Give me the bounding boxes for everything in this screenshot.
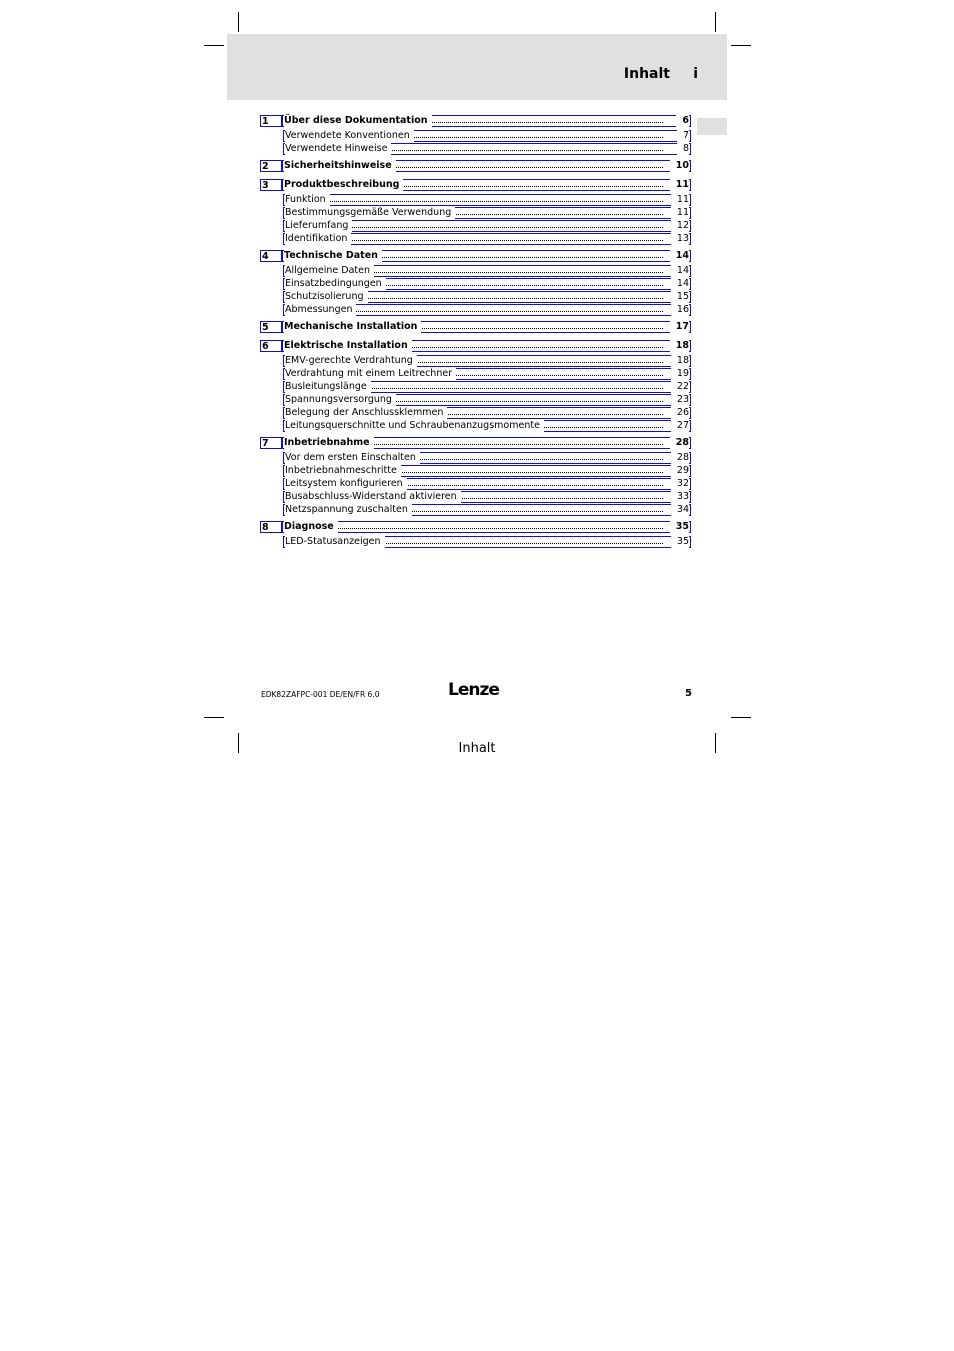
toc-title: EMV-gerechte Verdrahtung [285,355,417,367]
toc-chapter-1[interactable] [260,115,691,127]
toc-section[interactable] [260,220,691,232]
toc-title: Netzspannung zuschalten [285,504,412,516]
crop-mark [238,12,239,32]
toc-page: 11 [671,207,689,219]
crop-mark [731,717,751,718]
toc-page: 34 [671,504,689,516]
toc-page: 8 [677,143,689,155]
toc-chapter-number: 7 [260,437,282,449]
toc-section[interactable] [260,143,691,155]
toc-page: 18 [671,355,689,367]
toc-chapter-2[interactable] [260,160,691,172]
toc-page: 13 [671,233,689,245]
toc-section[interactable] [260,394,691,406]
toc-title: Sicherheitshinweise [284,160,396,172]
toc-title: Technische Daten [284,250,382,262]
toc-page: 29 [671,465,689,477]
toc-section[interactable] [260,291,691,303]
toc-page: 14 [670,250,689,262]
toc-title: Funktion [285,194,330,206]
toc-title: Inbetriebnahmeschritte [285,465,401,477]
toc-section[interactable] [260,478,691,490]
toc-page: 11 [671,194,689,206]
toc-page: 16 [671,304,689,316]
toc-section[interactable] [260,355,691,367]
toc-chapter-number: 2 [260,160,282,172]
toc-title: Elektrische Installation [284,340,412,352]
toc-page: 23 [671,394,689,406]
toc-section[interactable] [260,504,691,516]
page-number: 5 [685,688,692,699]
crop-mark [204,717,224,718]
toc-section[interactable] [260,265,691,277]
toc-chapter-number: 1 [260,115,282,127]
toc-section[interactable] [260,407,691,419]
toc-page: 12 [671,220,689,232]
toc-section[interactable] [260,452,691,464]
toc-title: Schutzisolierung [285,291,368,303]
info-icon: i [693,66,698,82]
toc-page: 32 [671,478,689,490]
toc-section[interactable] [260,381,691,393]
toc-page: 17 [670,321,689,333]
toc-title: Bestimmungsgemäße Verwendung [285,207,455,219]
toc-title: Belegung der Anschlussklemmen [285,407,447,419]
toc-title: Über diese Dokumentation [284,115,432,127]
toc-title: Diagnose [284,521,338,533]
toc-page: 26 [671,407,689,419]
toc-title: Abmessungen [285,304,356,316]
toc-title: Vor dem ersten Einschalten [285,452,420,464]
toc-title: Produktbeschreibung [284,179,403,191]
toc-section[interactable] [260,491,691,503]
toc-chapter-8[interactable] [260,521,691,533]
document-id: EDK82ZAFPC-001 DE/EN/FR 6.0 [261,690,380,699]
toc-section[interactable] [260,368,691,380]
toc-page: 10 [670,160,689,172]
toc-section[interactable] [260,130,691,142]
toc-chapter-5[interactable] [260,321,691,333]
toc-section[interactable] [260,278,691,290]
caption: Inhalt [458,741,496,756]
toc-page: 35 [671,536,689,548]
toc-page: 7 [677,130,689,142]
toc-title: Spannungsversorgung [285,394,396,406]
toc-title: Leitungsquerschnitte und Schraubenanzugsmomente [285,420,544,432]
toc-page: 18 [670,340,689,352]
leader-dots [288,201,663,202]
toc-title: Verwendete Hinweise [285,143,391,155]
lenze-logo: Lenze [448,680,499,700]
toc-page: 6 [676,115,689,127]
toc-page: 28 [671,452,689,464]
toc-title: LED-Statusanzeigen [285,536,385,548]
toc-page: 11 [670,179,689,191]
toc-section[interactable] [260,233,691,245]
leader-dots [287,528,663,529]
toc-title: Busabschluss-Widerstand aktivieren [285,491,461,503]
crop-mark [731,45,751,46]
toc-chapter-number: 8 [260,521,282,533]
chapter-tab [697,118,727,135]
crop-mark [204,45,224,46]
toc-page: 22 [671,381,689,393]
toc-title: Leitsystem konfigurieren [285,478,407,490]
toc-section[interactable] [260,465,691,477]
toc-page: 19 [671,368,689,380]
header-band [227,34,727,100]
toc-chapter-number: 6 [260,340,282,352]
toc-chapter-7[interactable] [260,437,691,449]
toc-title: Allgemeine Daten [285,265,374,277]
toc-title: Busleitungslänge [285,381,371,393]
toc-title: Verdrahtung mit einem Leitrechner [285,368,456,380]
page-title: Inhalt [623,66,670,82]
toc-title: Lieferumfang [285,220,352,232]
crop-mark [715,12,716,32]
toc-title: Identifikation [285,233,351,245]
toc-chapter-6[interactable] [260,340,691,352]
toc-page: 14 [671,278,689,290]
toc-section[interactable] [260,207,691,219]
toc-chapter-4[interactable] [260,250,691,262]
toc-page: 28 [670,437,689,449]
toc-chapter-3[interactable] [260,179,691,191]
toc-title: Verwendete Konventionen [285,130,414,142]
toc-chapter-number: 5 [260,321,282,333]
toc-section[interactable] [260,304,691,316]
toc-section[interactable] [260,536,691,548]
toc-page: 33 [671,491,689,503]
toc-chapter-number: 4 [260,250,282,262]
toc-title: Einsatzbedingungen [285,278,386,290]
toc-page: 35 [670,521,689,533]
toc-page: 15 [671,291,689,303]
toc-page: 14 [671,265,689,277]
toc-title: Inbetriebnahme [284,437,374,449]
toc-section[interactable] [260,194,691,206]
toc-title: Mechanische Installation [284,321,421,333]
toc-chapter-number: 3 [260,179,282,191]
toc-section[interactable] [260,420,691,432]
toc-page: 27 [671,420,689,432]
